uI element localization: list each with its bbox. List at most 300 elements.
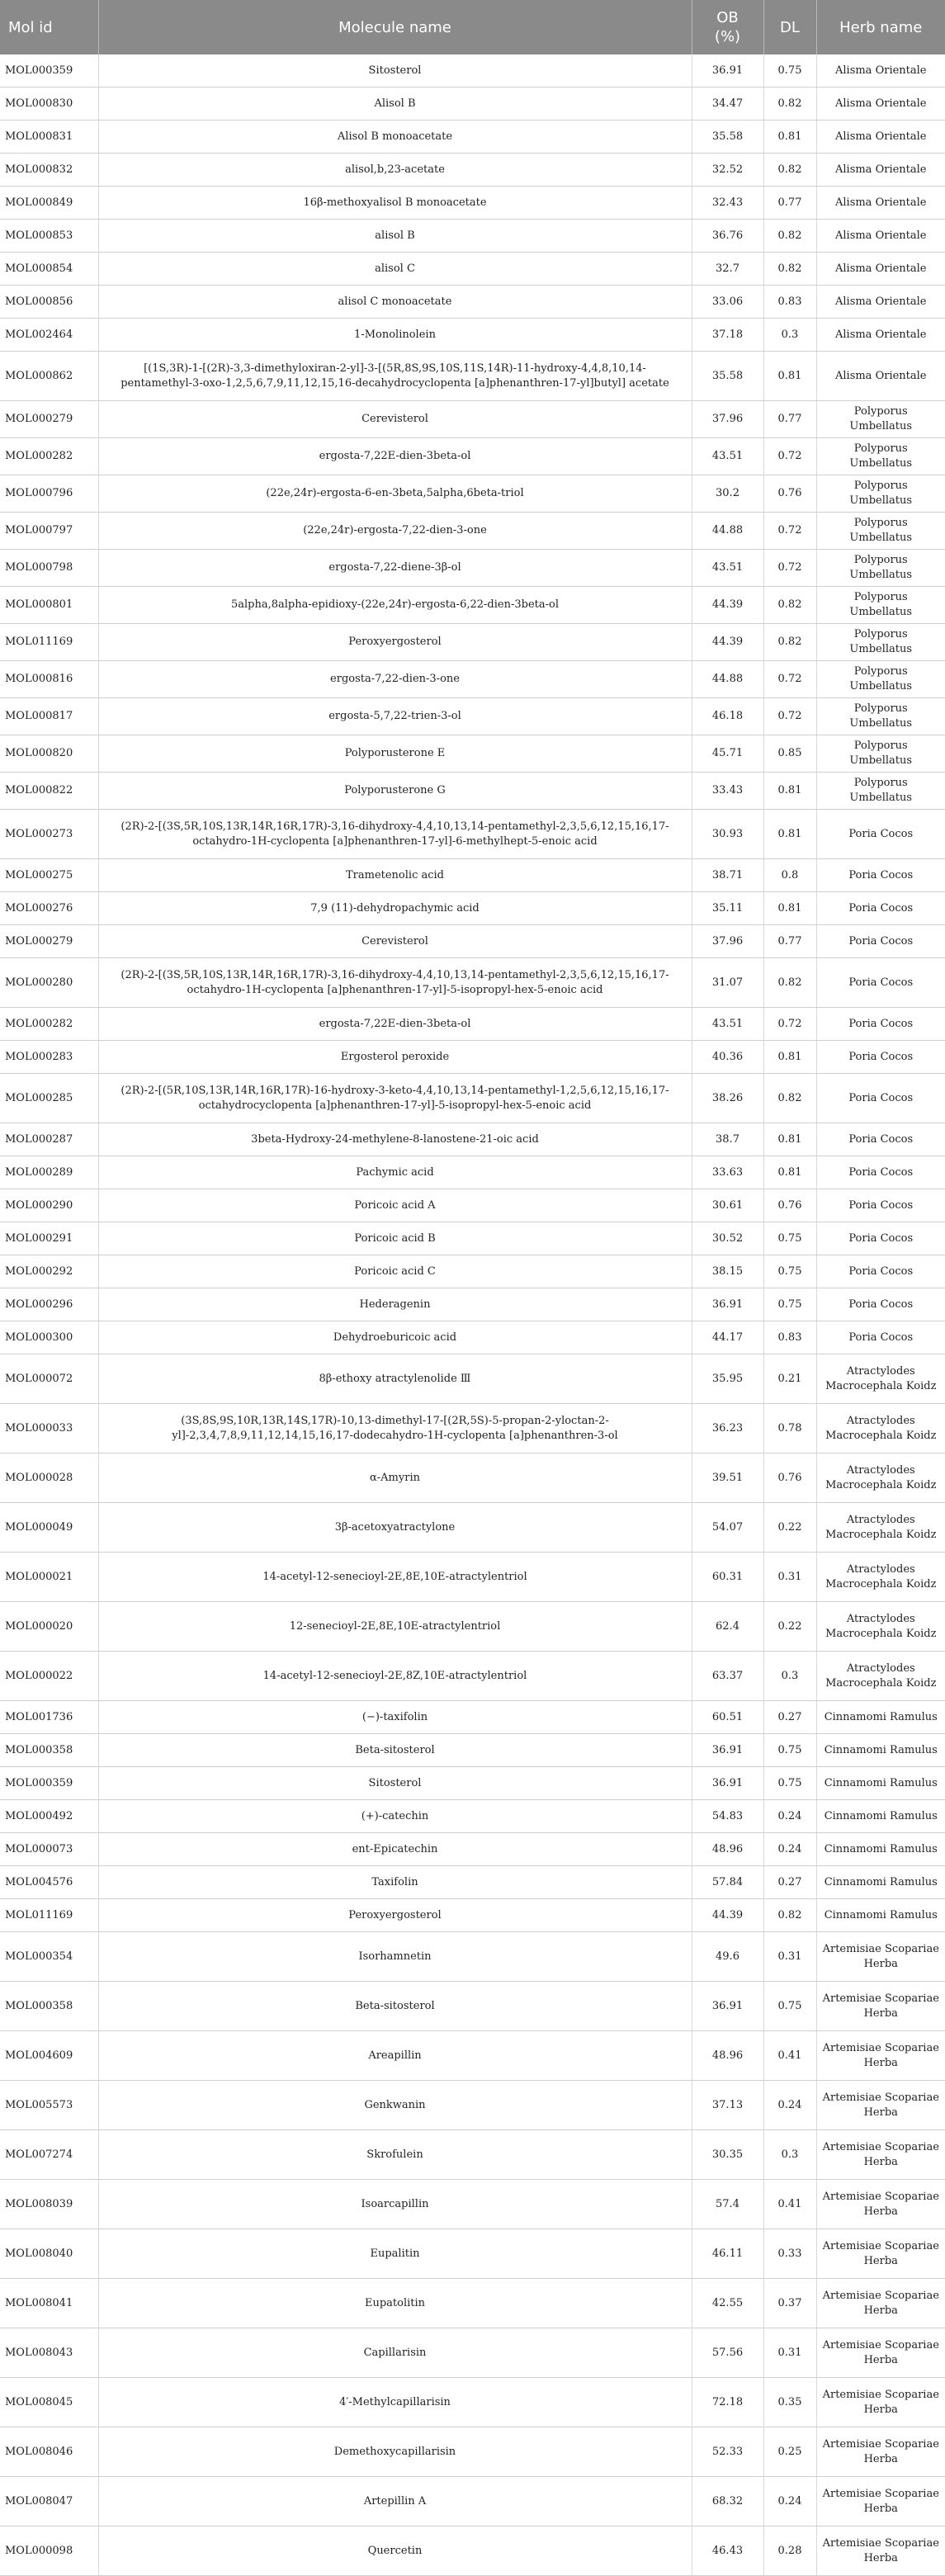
dl-cell: 0.33 xyxy=(763,2229,816,2279)
dl-cell: 0.3 xyxy=(763,1652,816,1701)
herb-name-cell: Alisma Orientale xyxy=(816,352,945,401)
herb-name-cell: Polyporus Umbellatus xyxy=(816,550,945,587)
molecule-name-cell: Beta-sitosterol xyxy=(98,1982,692,2031)
dl-cell: 0.24 xyxy=(763,1833,816,1866)
herb-name-cell: Artemisiae Scopariae Herba xyxy=(816,2229,945,2279)
mol-id-cell: MOL008047 xyxy=(0,2477,98,2526)
dl-cell: 0.82 xyxy=(763,1074,816,1123)
table-row xyxy=(0,1041,945,1074)
herb-name-cell: Atractylodes Macrocephala Koidz xyxy=(816,1404,945,1453)
herb-name-cell: Poria Cocos xyxy=(816,1041,945,1074)
ob-cell: 33.06 xyxy=(692,286,763,319)
ob-cell: 30.35 xyxy=(692,2130,763,2180)
mol-id-cell: MOL000279 xyxy=(0,925,98,958)
dl-cell: 0.31 xyxy=(763,1553,816,1602)
table-row xyxy=(0,1833,945,1866)
mol-id-cell: MOL000282 xyxy=(0,438,98,475)
table-row xyxy=(0,1008,945,1041)
herb-name-cell: Poria Cocos xyxy=(816,1156,945,1189)
dl-cell: 0.82 xyxy=(763,253,816,286)
mol-id-cell: MOL008039 xyxy=(0,2180,98,2229)
mol-id-cell: MOL001736 xyxy=(0,1701,98,1734)
herb-name-cell: Poria Cocos xyxy=(816,1288,945,1321)
molecule-name-cell: Isorhamnetin xyxy=(98,1932,692,1982)
herb-name-cell: Alisma Orientale xyxy=(816,121,945,154)
molecule-name-cell: Polyporusterone G xyxy=(98,773,692,810)
herb-name-cell: Polyporus Umbellatus xyxy=(816,587,945,624)
ob-cell: 35.58 xyxy=(692,121,763,154)
mol-id-cell: MOL000798 xyxy=(0,550,98,587)
molecule-name-cell: (+)-catechin xyxy=(98,1800,692,1833)
herb-name-cell: Alisma Orientale xyxy=(816,87,945,121)
table-row xyxy=(0,2378,945,2427)
mol-id-cell: MOL000285 xyxy=(0,1074,98,1123)
herb-name-cell: Atractylodes Macrocephala Koidz xyxy=(816,1453,945,1503)
molecule-name-cell: 3beta-Hydroxy-24-methylene-8-lanostene-21-oic acid xyxy=(98,1123,692,1156)
herb-name-cell: Alisma Orientale xyxy=(816,54,945,87)
molecule-name-cell: Alisol B monoacetate xyxy=(98,121,692,154)
mol-id-cell: MOL000820 xyxy=(0,735,98,773)
table-row xyxy=(0,1602,945,1652)
table-row xyxy=(0,401,945,438)
dl-cell: 0.31 xyxy=(763,1932,816,1982)
dl-cell: 0.76 xyxy=(763,475,816,513)
molecule-name-cell: Sitosterol xyxy=(98,1767,692,1800)
mol-id-cell: MOL000797 xyxy=(0,513,98,550)
table-row xyxy=(0,1982,945,2031)
table-row xyxy=(0,1255,945,1288)
dl-cell: 0.85 xyxy=(763,735,816,773)
table-row xyxy=(0,2130,945,2180)
ob-cell: 60.51 xyxy=(692,1701,763,1734)
herb-name-cell: Artemisiae Scopariae Herba xyxy=(816,2180,945,2229)
ob-cell: 32.43 xyxy=(692,187,763,220)
ob-cell: 46.11 xyxy=(692,2229,763,2279)
mol-id-cell: MOL000853 xyxy=(0,220,98,253)
dl-cell: 0.25 xyxy=(763,2427,816,2477)
mol-id-cell: MOL000816 xyxy=(0,661,98,698)
table-row xyxy=(0,2427,945,2477)
molecule-name-cell: Dehydroeburicoic acid xyxy=(98,1321,692,1354)
molecule-name-cell: (2R)-2-[(5R,10S,13R,14R,16R,17R)-16-hydroxy-3-keto-4,4,10,13,14-pentamethyl-1,2,5,6,12,15,16,17-octahydrocyclopenta [a]phenanthren-17-yl]-5-isopropyl-hex-5-enoic acid xyxy=(98,1074,692,1123)
molecule-name-cell: alisol C xyxy=(98,253,692,286)
dl-cell: 0.37 xyxy=(763,2279,816,2328)
molecule-name-cell: ergosta-7,22-diene-3β-ol xyxy=(98,550,692,587)
mol-id-cell: MOL000296 xyxy=(0,1288,98,1321)
dl-cell: 0.41 xyxy=(763,2180,816,2229)
dl-cell: 0.41 xyxy=(763,2031,816,2081)
molecule-name-cell: (2R)-2-[(3S,5R,10S,13R,14R,16R,17R)-3,16-dihydroxy-4,4,10,13,14-pentamethyl-2,3,5,6,12,15,16,17-octahydro-1H-cyclopenta [a]phenanthren-17-yl]-5-isopropyl-hex-5-enoic acid xyxy=(98,958,692,1008)
molecule-name-cell: Genkwanin xyxy=(98,2081,692,2130)
ob-cell: 30.52 xyxy=(692,1222,763,1255)
molecule-name-cell: Artepillin A xyxy=(98,2477,692,2526)
molecule-name-cell: alisol,b,23-acetate xyxy=(98,154,692,187)
table-row xyxy=(0,698,945,735)
table-row xyxy=(0,773,945,810)
herb-name-cell: Artemisiae Scopariae Herba xyxy=(816,2279,945,2328)
dl-cell: 0.24 xyxy=(763,1800,816,1833)
dl-cell: 0.77 xyxy=(763,187,816,220)
header-dl: DL xyxy=(763,0,816,54)
table-row xyxy=(0,1354,945,1404)
mol-id-cell: MOL000801 xyxy=(0,587,98,624)
dl-cell: 0.75 xyxy=(763,1734,816,1767)
table-row xyxy=(0,587,945,624)
mol-id-cell: MOL000300 xyxy=(0,1321,98,1354)
molecule-name-cell: (−)-taxifolin xyxy=(98,1701,692,1734)
mol-id-cell: MOL002464 xyxy=(0,319,98,352)
molecule-name-cell: Quercetin xyxy=(98,2526,692,2576)
herb-name-cell: Poria Cocos xyxy=(816,810,945,859)
molecule-name-cell: 4′-Methylcapillarisin xyxy=(98,2378,692,2427)
table-row xyxy=(0,220,945,253)
dl-cell: 0.72 xyxy=(763,550,816,587)
mol-id-cell: MOL000021 xyxy=(0,1553,98,1602)
molecule-name-cell: α-Amyrin xyxy=(98,1453,692,1503)
table-row xyxy=(0,187,945,220)
table-row xyxy=(0,2279,945,2328)
ob-cell: 31.07 xyxy=(692,958,763,1008)
mol-id-cell: MOL000020 xyxy=(0,1602,98,1652)
dl-cell: 0.22 xyxy=(763,1503,816,1553)
table-row xyxy=(0,319,945,352)
mol-id-cell: MOL000492 xyxy=(0,1800,98,1833)
mol-id-cell: MOL004609 xyxy=(0,2031,98,2081)
ob-cell: 42.55 xyxy=(692,2279,763,2328)
table-row xyxy=(0,121,945,154)
dl-cell: 0.75 xyxy=(763,1222,816,1255)
header-row xyxy=(0,0,945,54)
table-header xyxy=(0,0,945,54)
ob-cell: 46.18 xyxy=(692,698,763,735)
herb-name-cell: Atractylodes Macrocephala Koidz xyxy=(816,1503,945,1553)
herb-name-cell: Cinnamomi Ramulus xyxy=(816,1866,945,1899)
mol-id-cell: MOL000854 xyxy=(0,253,98,286)
dl-cell: 0.81 xyxy=(763,352,816,401)
table-row xyxy=(0,286,945,319)
molecule-name-cell: Polyporusterone E xyxy=(98,735,692,773)
molecule-name-cell: 14-acetyl-12-senecioyl-2E,8E,10E-atractylentriol xyxy=(98,1553,692,1602)
ob-cell: 72.18 xyxy=(692,2378,763,2427)
molecule-name-cell: Demethoxycapillarisin xyxy=(98,2427,692,2477)
herb-name-cell: Alisma Orientale xyxy=(816,319,945,352)
ob-cell: 36.91 xyxy=(692,54,763,87)
ob-cell: 44.17 xyxy=(692,1321,763,1354)
herb-name-cell: Poria Cocos xyxy=(816,1222,945,1255)
molecule-name-cell: Alisol B xyxy=(98,87,692,121)
ob-cell: 38.26 xyxy=(692,1074,763,1123)
ob-cell: 52.33 xyxy=(692,2427,763,2477)
header-molecule-name: Molecule name xyxy=(98,0,692,54)
dl-cell: 0.82 xyxy=(763,1899,816,1932)
table-row xyxy=(0,859,945,892)
molecule-name-cell: 12-senecioyl-2E,8E,10E-atractylentriol xyxy=(98,1602,692,1652)
molecule-name-cell: ergosta-7,22E-dien-3beta-ol xyxy=(98,1008,692,1041)
table-row xyxy=(0,550,945,587)
table-row xyxy=(0,925,945,958)
herb-name-cell: Artemisiae Scopariae Herba xyxy=(816,2378,945,2427)
mol-id-cell: MOL000862 xyxy=(0,352,98,401)
mol-id-cell: MOL000028 xyxy=(0,1453,98,1503)
mol-id-cell: MOL004576 xyxy=(0,1866,98,1899)
header-mol-id: Mol id xyxy=(0,0,98,54)
mol-id-cell: MOL008046 xyxy=(0,2427,98,2477)
mol-id-cell: MOL008040 xyxy=(0,2229,98,2279)
herb-name-cell: Poria Cocos xyxy=(816,1123,945,1156)
ob-cell: 32.52 xyxy=(692,154,763,187)
ob-cell: 37.13 xyxy=(692,2081,763,2130)
molecule-name-cell: ergosta-7,22E-dien-3beta-ol xyxy=(98,438,692,475)
mol-id-cell: MOL000832 xyxy=(0,154,98,187)
table-row xyxy=(0,1074,945,1123)
mol-id-cell: MOL008043 xyxy=(0,2328,98,2378)
ob-cell: 36.76 xyxy=(692,220,763,253)
mol-id-cell: MOL000033 xyxy=(0,1404,98,1453)
herb-name-cell: Polyporus Umbellatus xyxy=(816,438,945,475)
ob-cell: 60.31 xyxy=(692,1553,763,1602)
molecule-name-cell: 5alpha,8alpha-epidioxy-(22e,24r)-ergosta-6,22-dien-3beta-ol xyxy=(98,587,692,624)
table-row xyxy=(0,54,945,87)
table-row xyxy=(0,2526,945,2576)
herb-name-cell: Poria Cocos xyxy=(816,1255,945,1288)
dl-cell: 0.72 xyxy=(763,513,816,550)
mol-id-cell: MOL000822 xyxy=(0,773,98,810)
herb-name-cell: Polyporus Umbellatus xyxy=(816,773,945,810)
dl-cell: 0.27 xyxy=(763,1701,816,1734)
table-row xyxy=(0,475,945,513)
table-row xyxy=(0,2031,945,2081)
dl-cell: 0.8 xyxy=(763,859,816,892)
table-row xyxy=(0,2328,945,2378)
mol-id-cell: MOL000098 xyxy=(0,2526,98,2576)
herb-name-cell: Artemisiae Scopariae Herba xyxy=(816,1932,945,1982)
dl-cell: 0.21 xyxy=(763,1354,816,1404)
herb-name-cell: Poria Cocos xyxy=(816,1008,945,1041)
ob-cell: 48.96 xyxy=(692,2031,763,2081)
dl-cell: 0.81 xyxy=(763,1123,816,1156)
table-row xyxy=(0,1453,945,1503)
molecule-name-cell: Cerevisterol xyxy=(98,925,692,958)
table-row xyxy=(0,2180,945,2229)
table-row xyxy=(0,1866,945,1899)
ob-cell: 39.51 xyxy=(692,1453,763,1503)
mol-id-cell: MOL000289 xyxy=(0,1156,98,1189)
mol-id-cell: MOL000849 xyxy=(0,187,98,220)
molecule-name-cell: Pachymic acid xyxy=(98,1156,692,1189)
table-row xyxy=(0,2477,945,2526)
herb-name-cell: Cinnamomi Ramulus xyxy=(816,1800,945,1833)
molecule-name-cell: 1-Monolinolein xyxy=(98,319,692,352)
dl-cell: 0.81 xyxy=(763,121,816,154)
header-herb-name: Herb name xyxy=(816,0,945,54)
table-row xyxy=(0,1553,945,1602)
dl-cell: 0.72 xyxy=(763,438,816,475)
herb-name-cell: Polyporus Umbellatus xyxy=(816,401,945,438)
herb-name-cell: Cinnamomi Ramulus xyxy=(816,1701,945,1734)
table-row xyxy=(0,352,945,401)
molecule-name-cell: 16β-methoxyalisol B monoacetate xyxy=(98,187,692,220)
herb-name-cell: Poria Cocos xyxy=(816,925,945,958)
mol-id-cell: MOL000275 xyxy=(0,859,98,892)
mol-id-cell: MOL000273 xyxy=(0,810,98,859)
ob-cell: 68.32 xyxy=(692,2477,763,2526)
dl-cell: 0.82 xyxy=(763,958,816,1008)
molecule-name-cell: 14-acetyl-12-senecioyl-2E,8Z,10E-atractylentriol xyxy=(98,1652,692,1701)
mol-id-cell: MOL000831 xyxy=(0,121,98,154)
herb-name-cell: Polyporus Umbellatus xyxy=(816,698,945,735)
molecule-name-cell: Peroxyergosterol xyxy=(98,624,692,661)
ob-cell: 57.4 xyxy=(692,2180,763,2229)
table-row xyxy=(0,735,945,773)
header-ob-label: OB xyxy=(716,9,739,26)
herb-name-cell: Artemisiae Scopariae Herba xyxy=(816,2427,945,2477)
herb-name-cell: Alisma Orientale xyxy=(816,187,945,220)
mol-id-cell: MOL000022 xyxy=(0,1652,98,1701)
ob-cell: 37.18 xyxy=(692,319,763,352)
ob-cell: 57.56 xyxy=(692,2328,763,2378)
molecule-name-cell: Sitosterol xyxy=(98,54,692,87)
molecule-name-cell: alisol B xyxy=(98,220,692,253)
ob-cell: 36.91 xyxy=(692,1767,763,1800)
mol-id-cell: MOL007274 xyxy=(0,2130,98,2180)
dl-cell: 0.22 xyxy=(763,1602,816,1652)
molecule-name-cell: Trametenolic acid xyxy=(98,859,692,892)
mol-id-cell: MOL000796 xyxy=(0,475,98,513)
dl-cell: 0.72 xyxy=(763,1008,816,1041)
mol-id-cell: MOL000291 xyxy=(0,1222,98,1255)
table-row xyxy=(0,1932,945,1982)
herb-name-cell: Cinnamomi Ramulus xyxy=(816,1899,945,1932)
table-row xyxy=(0,1734,945,1767)
ob-cell: 43.51 xyxy=(692,550,763,587)
table-row xyxy=(0,513,945,550)
herb-name-cell: Cinnamomi Ramulus xyxy=(816,1767,945,1800)
molecule-name-cell: ergosta-7,22-dien-3-one xyxy=(98,661,692,698)
table-row xyxy=(0,1222,945,1255)
herb-name-cell: Artemisiae Scopariae Herba xyxy=(816,2526,945,2576)
ob-cell: 46.43 xyxy=(692,2526,763,2576)
herb-name-cell: Polyporus Umbellatus xyxy=(816,661,945,698)
dl-cell: 0.35 xyxy=(763,2378,816,2427)
dl-cell: 0.81 xyxy=(763,810,816,859)
table-row xyxy=(0,1156,945,1189)
mol-id-cell: MOL000358 xyxy=(0,1982,98,2031)
dl-cell: 0.3 xyxy=(763,319,816,352)
mol-id-cell: MOL005573 xyxy=(0,2081,98,2130)
ob-cell: 36.23 xyxy=(692,1404,763,1453)
mol-id-cell: MOL000358 xyxy=(0,1734,98,1767)
mol-id-cell: MOL011169 xyxy=(0,1899,98,1932)
ob-cell: 32.7 xyxy=(692,253,763,286)
ob-cell: 38.15 xyxy=(692,1255,763,1288)
molecule-name-cell: Ergosterol peroxide xyxy=(98,1041,692,1074)
table-row xyxy=(0,892,945,925)
herb-name-cell: Artemisiae Scopariae Herba xyxy=(816,2477,945,2526)
herb-name-cell: Artemisiae Scopariae Herba xyxy=(816,2328,945,2378)
table-row xyxy=(0,154,945,187)
molecule-name-cell: (2R)-2-[(3S,5R,10S,13R,14R,16R,17R)-3,16-dihydroxy-4,4,10,13,14-pentamethyl-2,3,5,6,12,15,16,17-octahydro-1H-cyclopenta [a]phenanthren-17-yl]-6-methylhept-5-enoic acid xyxy=(98,810,692,859)
dl-cell: 0.75 xyxy=(763,1982,816,2031)
molecule-name-cell: Cerevisterol xyxy=(98,401,692,438)
herb-name-cell: Atractylodes Macrocephala Koidz xyxy=(816,1354,945,1404)
mol-id-cell: MOL000279 xyxy=(0,401,98,438)
dl-cell: 0.75 xyxy=(763,1288,816,1321)
dl-cell: 0.82 xyxy=(763,220,816,253)
molecule-name-cell: Capillarisin xyxy=(98,2328,692,2378)
herb-name-cell: Artemisiae Scopariae Herba xyxy=(816,2031,945,2081)
molecule-name-cell: Poricoic acid B xyxy=(98,1222,692,1255)
ob-cell: 49.6 xyxy=(692,1932,763,1982)
table-row xyxy=(0,1701,945,1734)
dl-cell: 0.81 xyxy=(763,892,816,925)
mol-id-cell: MOL000287 xyxy=(0,1123,98,1156)
table-row xyxy=(0,624,945,661)
dl-cell: 0.28 xyxy=(763,2526,816,2576)
dl-cell: 0.72 xyxy=(763,698,816,735)
table-row xyxy=(0,2229,945,2279)
ob-cell: 40.36 xyxy=(692,1041,763,1074)
herb-name-cell: Atractylodes Macrocephala Koidz xyxy=(816,1652,945,1701)
molecule-name-cell: Areapillin xyxy=(98,2031,692,2081)
ob-cell: 54.83 xyxy=(692,1800,763,1833)
molecule-name-cell: (22e,24r)-ergosta-6-en-3beta,5alpha,6beta-triol xyxy=(98,475,692,513)
mol-id-cell: MOL000817 xyxy=(0,698,98,735)
ob-cell: 35.95 xyxy=(692,1354,763,1404)
table-row xyxy=(0,661,945,698)
molecule-name-cell: Poricoic acid A xyxy=(98,1189,692,1222)
dl-cell: 0.82 xyxy=(763,624,816,661)
herb-name-cell: Cinnamomi Ramulus xyxy=(816,1833,945,1866)
ob-cell: 37.96 xyxy=(692,925,763,958)
table-row xyxy=(0,1503,945,1553)
herb-name-cell: Polyporus Umbellatus xyxy=(816,475,945,513)
dl-cell: 0.72 xyxy=(763,661,816,698)
herb-name-cell: Atractylodes Macrocephala Koidz xyxy=(816,1553,945,1602)
molecule-name-cell: Taxifolin xyxy=(98,1866,692,1899)
mol-id-cell: MOL000073 xyxy=(0,1833,98,1866)
herb-name-cell: Polyporus Umbellatus xyxy=(816,513,945,550)
ob-cell: 38.7 xyxy=(692,1123,763,1156)
table-row xyxy=(0,1404,945,1453)
molecule-name-cell: alisol C monoacetate xyxy=(98,286,692,319)
mol-id-cell: MOL000072 xyxy=(0,1354,98,1404)
table-row xyxy=(0,1899,945,1932)
molecule-name-cell: ent-Epicatechin xyxy=(98,1833,692,1866)
table-row xyxy=(0,2081,945,2130)
mol-id-cell: MOL000276 xyxy=(0,892,98,925)
dl-cell: 0.75 xyxy=(763,1255,816,1288)
ob-cell: 34.47 xyxy=(692,87,763,121)
molecule-name-cell: Hederagenin xyxy=(98,1288,692,1321)
herb-name-cell: Poria Cocos xyxy=(816,958,945,1008)
dl-cell: 0.3 xyxy=(763,2130,816,2180)
molecule-name-cell: Eupalitin xyxy=(98,2229,692,2279)
molecule-name-cell: Poricoic acid C xyxy=(98,1255,692,1288)
dl-cell: 0.82 xyxy=(763,87,816,121)
herb-name-cell: Poria Cocos xyxy=(816,1074,945,1123)
molecule-name-cell: ergosta-5,7,22-trien-3-ol xyxy=(98,698,692,735)
mol-id-cell: MOL011169 xyxy=(0,624,98,661)
ob-cell: 44.88 xyxy=(692,661,763,698)
molecule-name-cell: Peroxyergosterol xyxy=(98,1899,692,1932)
molecule-name-cell: 7,9 (11)-dehydropachymic acid xyxy=(98,892,692,925)
molecule-name-cell: (22e,24r)-ergosta-7,22-dien-3-one xyxy=(98,513,692,550)
table-row xyxy=(0,438,945,475)
ob-cell: 62.4 xyxy=(692,1602,763,1652)
molecule-name-cell: (3S,8S,9S,10R,13R,14S,17R)-10,13-dimethyl-17-[(2R,5S)-5-propan-2-yloctan-2-yl]-2,3,4,7,8,9,11,12,14,15,16,17-dodecahydro-1H-cyclopenta [a]phenanthren-3-ol xyxy=(98,1404,692,1453)
dl-cell: 0.82 xyxy=(763,154,816,187)
ob-cell: 30.61 xyxy=(692,1189,763,1222)
